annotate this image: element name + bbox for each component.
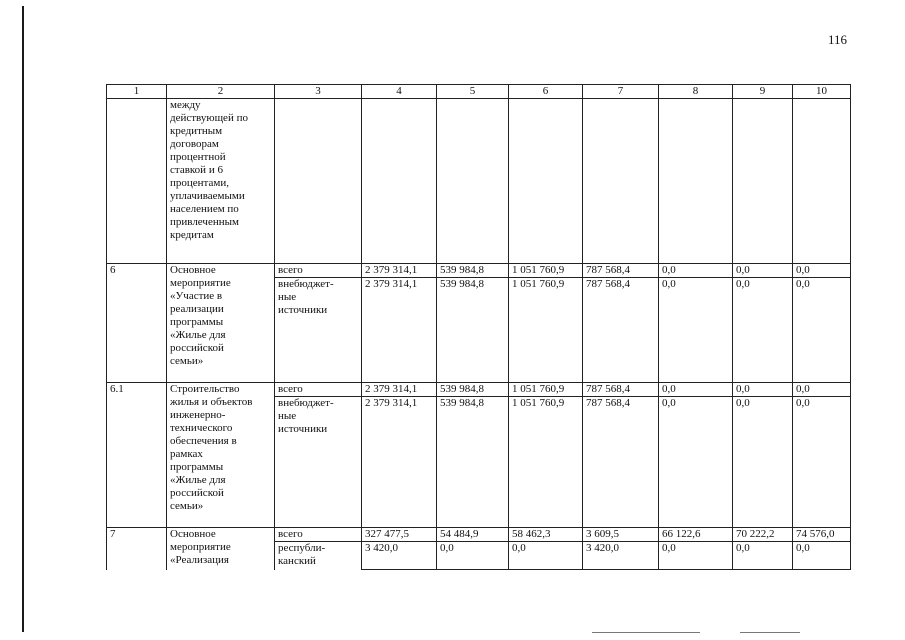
- item-name-cell: Основное мероприятие «Участие в реализации программы «Жилье для российской семьи»: [167, 264, 275, 383]
- source-cell: всего: [275, 264, 362, 278]
- value-cell: [437, 99, 509, 264]
- value-cell: 0,0: [437, 542, 509, 570]
- value-cell: 54 484,9: [437, 528, 509, 542]
- value-cell: 1 051 760,9: [509, 383, 583, 397]
- value-cell: [583, 99, 659, 264]
- value-cell: 0,0: [733, 383, 793, 397]
- value-cell: 0,0: [659, 383, 733, 397]
- value-cell: 0,0: [733, 542, 793, 570]
- item-name-cell: Основное мероприятие «Реализация: [167, 528, 275, 570]
- value-cell: 0,0: [793, 278, 851, 383]
- column-number: 3: [275, 85, 362, 99]
- item-number-cell: [107, 99, 167, 264]
- value-cell: 0,0: [659, 264, 733, 278]
- value-cell: 1 051 760,9: [509, 264, 583, 278]
- column-number-row: [107, 85, 851, 99]
- value-cell: 787 568,4: [583, 383, 659, 397]
- value-cell: [793, 99, 851, 264]
- value-cell: 539 984,8: [437, 278, 509, 383]
- value-cell: 0,0: [793, 264, 851, 278]
- source-cell: всего: [275, 383, 362, 397]
- table-row: [107, 264, 851, 278]
- value-cell: [733, 99, 793, 264]
- column-number: 8: [659, 85, 733, 99]
- column-number: 5: [437, 85, 509, 99]
- value-cell: 3 420,0: [362, 542, 437, 570]
- source-cell: внебюджет- ные источники: [275, 278, 362, 383]
- page-number: 116: [828, 32, 848, 47]
- value-cell: 2 379 314,1: [362, 383, 437, 397]
- value-cell: 787 568,4: [583, 278, 659, 383]
- column-number: 9: [733, 85, 793, 99]
- item-name-cell: между действующей по кредитным договорам процентной ставкой и 6 процентами, уплачиваемыми населением по привлеченным кредитам: [167, 99, 275, 264]
- value-cell: 66 122,6: [659, 528, 733, 542]
- value-cell: 3 420,0: [583, 542, 659, 570]
- continuation-row: [107, 99, 851, 264]
- value-cell: 0,0: [793, 542, 851, 570]
- value-cell: 0,0: [793, 383, 851, 397]
- value-cell: 0,0: [733, 278, 793, 383]
- value-cell: 539 984,8: [437, 383, 509, 397]
- value-cell: 0,0: [509, 542, 583, 570]
- item-number-cell: 7: [107, 528, 167, 570]
- value-cell: 787 568,4: [583, 264, 659, 278]
- value-cell: [362, 99, 437, 264]
- value-cell: 2 379 314,1: [362, 397, 437, 528]
- value-cell: 0,0: [659, 278, 733, 383]
- column-number: 2: [167, 85, 275, 99]
- value-cell: 2 379 314,1: [362, 278, 437, 383]
- value-cell: 74 576,0: [793, 528, 851, 542]
- value-cell: 0,0: [793, 397, 851, 528]
- value-cell: 0,0: [733, 397, 793, 528]
- value-cell: 70 222,2: [733, 528, 793, 542]
- column-number: 10: [793, 85, 851, 99]
- table-row: [107, 528, 851, 542]
- value-cell: 539 984,8: [437, 264, 509, 278]
- value-cell: 1 051 760,9: [509, 397, 583, 528]
- value-cell: 539 984,8: [437, 397, 509, 528]
- scan-artifact-line: [592, 632, 700, 633]
- item-number-cell: 6.1: [107, 383, 167, 528]
- value-cell: 787 568,4: [583, 397, 659, 528]
- column-number: 7: [583, 85, 659, 99]
- column-number: 4: [362, 85, 437, 99]
- value-cell: [659, 99, 733, 264]
- column-number: 6: [509, 85, 583, 99]
- value-cell: 0,0: [659, 397, 733, 528]
- value-cell: 3 609,5: [583, 528, 659, 542]
- value-cell: 58 462,3: [509, 528, 583, 542]
- value-cell: 0,0: [659, 542, 733, 570]
- column-number: 1: [107, 85, 167, 99]
- scan-left-edge: [22, 6, 24, 632]
- value-cell: 2 379 314,1: [362, 264, 437, 278]
- value-cell: 327 477,5: [362, 528, 437, 542]
- item-number-cell: 6: [107, 264, 167, 383]
- table-row: [107, 383, 851, 397]
- value-cell: [509, 99, 583, 264]
- item-name-cell: Строительство жилья и объектов инженерно- технического обеспечения в рамках программы «Жилье для российской семьи»: [167, 383, 275, 528]
- source-cell: республи- канский: [275, 542, 362, 570]
- source-cell: всего: [275, 528, 362, 542]
- budget-table: [106, 84, 851, 570]
- source-cell: [275, 99, 362, 264]
- scan-artifact-line: [740, 632, 800, 633]
- source-cell: внебюджет- ные источники: [275, 397, 362, 528]
- value-cell: 1 051 760,9: [509, 278, 583, 383]
- value-cell: 0,0: [733, 264, 793, 278]
